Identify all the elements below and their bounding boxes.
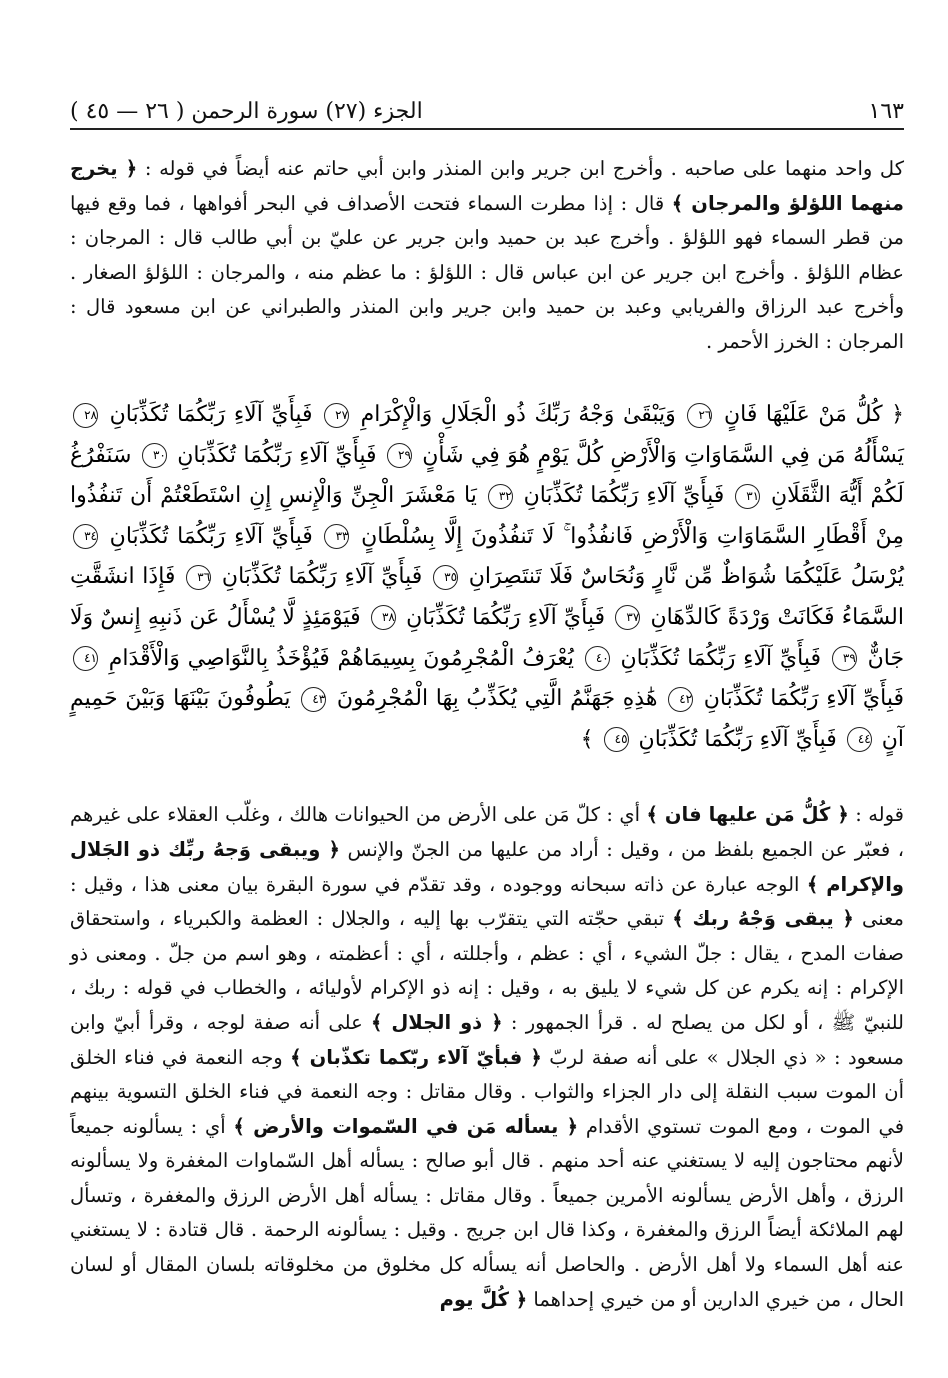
ayah-number-marker: ٣١ (735, 484, 760, 509)
quran-quote: ﴿ ذو الجلال ﴾ (371, 1010, 503, 1034)
verse-text: سَنَفْرُغُ لَكُمْ أَيُّهَ الثَّقَلَانِ (70, 442, 905, 509)
verse-text: يُعْرَفُ الْمُجْرِمُونَ بِسِيمَاهُمْ فَيُؤْخَذُ بِالنَّوَاصِي وَالْأَقْدَامِ (108, 645, 574, 671)
verse-text: فَبِأَيِّ آلَاءِ رَبِّكُمَا تُكَذِّبَانِ (109, 402, 313, 427)
verse-text: يَسْأَلُهُ مَن فِي السَّمَاوَاتِ وَالْأَرْضِ كُلَّ يَوْمٍ هُوَ فِي شَأْنٍ (422, 442, 905, 468)
ornate-bracket-open: ﴿ (891, 402, 905, 427)
quran-quote: ﴿ فبأيّ آلاء ربّكما تكذّبان ﴾ (290, 1045, 542, 1069)
verse-text: فَبِأَيِّ آلَاءِ رَبِّكُمَا تُكَذِّبَانِ (620, 645, 822, 671)
ayah-number-marker: ٤٥ (604, 727, 629, 752)
ayah-number-marker: ٣٥ (433, 565, 458, 590)
quran-quote: ﴿ كُلَّ يوم (439, 1287, 528, 1311)
header-divider (70, 128, 904, 130)
text-segment: أي : كلّ مَن على الأرض من الحيوانات هالك ، وغلّب العقلاء على غيرهم ، فعبّر عن الجميع بلفظ من ، وقيل : أراد من عليها من الجنّ والإنس (70, 803, 905, 861)
ayah-number-marker: ٤٠ (585, 646, 610, 671)
text-segment: تبقي حجّته التي يتقرّب بها إليه ، والجلال : العظمة والكبرياء ، واستحقاق صفات المدح ، يقال : جلّ الشيء ، أي : عظم ، وأجللته ، أي : أعظمته ، وهو اسم من جلّ . ومعنى ذو الإكرام : إنه يكرم عن كل شيء لا يليق به ، وقيل : إنه ذو الإكرام لأوليائه ، والخطاب في قوله : ربك ، للنبيّ ﷺ ، أو لكل من يصلح له . قرأ الجمهور : (70, 907, 904, 1034)
ornate-bracket-close: ﴾ (580, 726, 594, 752)
verse-text: فَبِأَيِّ آلَاءِ رَبِّكُمَا تُكَذِّبَانِ (221, 564, 423, 590)
text-segment: قوله : (855, 803, 904, 827)
verse-text: هَٰذِهِ جَهَنَّمُ الَّتِي يُكَذِّبُ بِهَا الْمُجْرِمُونَ (336, 686, 658, 712)
ayah-number-marker: ٤٢ (668, 687, 693, 712)
verse-text: فَبِأَيِّ آلَاءِ رَبِّكُمَا تُكَذِّبَانِ (406, 604, 606, 630)
ayah-number-marker: ٢٨ (73, 403, 98, 428)
quran-verses-block (70, 395, 904, 760)
ayah-number-marker: ٣٠ (142, 443, 167, 468)
quran-quote: ﴿ يبقى وَجْهُ ربك ﴾ (672, 907, 854, 931)
quran-quote: ﴿ يسأله مَن في السّموات والأرض ﴾ (233, 1114, 579, 1138)
ayah-number-marker: ٢٦ (687, 403, 712, 428)
verse-text: فَبِأَيِّ آلَاءِ رَبِّكُمَا تُكَذِّبَانِ (703, 686, 904, 712)
text-segment: على أنه صفة لوجه ، وقرأ أبيّ وابن مسعود : « ذي الجلال » على أنه صفة لربّ (70, 1010, 905, 1069)
verse-text: فَإِذَا انشَقَّتِ السَّمَاءُ فَكَانَتْ وَرْدَةً كَالدِّهَانِ (70, 564, 904, 630)
text-segment: كل واحد منهما على صاحبه . وأخرج ابن جرير وابن المنذر وابن أبي حاتم عنه أيضاً في قوله : (144, 157, 904, 180)
verse-text: فَبِأَيِّ آلَاءِ رَبِّكُمَا تُكَذِّبَانِ (177, 442, 377, 468)
verse-text: فَيَوْمَئِذٍ لَّا يُسْأَلُ عَن ذَنبِهِ إِنسٌ وَلَا جَانٌّ (70, 604, 905, 671)
page-header (70, 88, 904, 124)
ayah-number-marker: ٤٤ (847, 727, 872, 752)
ayah-number-marker: ٣٨ (371, 605, 396, 630)
page-number: ١٦٣ (868, 99, 904, 124)
verse-text: فَبِأَيِّ آلَاءِ رَبِّكُمَا تُكَذِّبَانِ (638, 726, 837, 752)
verse-text: كُلُّ مَنْ عَلَيْهَا فَانٍ (723, 402, 883, 427)
verse-text: وَيَبْقَىٰ وَجْهُ رَبِّكَ ذُو الْجَلَالِ وَالْإِكْرَامِ (360, 402, 676, 427)
verse-text: فَبِأَيِّ آلَاءِ رَبِّكُمَا تُكَذِّبَانِ (523, 483, 725, 509)
book-page (70, 88, 904, 1317)
verse-text: يَا مَعْشَرَ الْجِنِّ وَالْإِنسِ إِنِ اسْتَطَعْتُمْ أَن تَنفُذُوا مِنْ أَقْطَارِ السَّمَاوَاتِ وَالْأَرْضِ فَانفُذُوا ۚ لَا تَنفُذُونَ إِلَّا بِسُلْطَانٍ (70, 483, 904, 549)
text-segment: الوجه عبارة عن ذاته سبحانه ووجوده ، وقد تقدّم في سورة البقرة بيان معنى هذا ، وقيل : معنى (70, 872, 905, 931)
ayah-number-marker: ٤١ (73, 646, 98, 671)
commentary-paragraph-2 (70, 798, 904, 1317)
ayah-number-marker: ٢٧ (324, 403, 349, 428)
running-title: الجزء (٢٧) سورة الرحمن ( ٢٦ — ٤٥ ) (70, 99, 423, 124)
quran-quote: ﴿ ويبقى وَجهُ ربِّك ذو الجَلال والإكرام ﴾ (70, 837, 904, 896)
ayah-number-marker: ٣٩ (832, 646, 857, 671)
ayah-number-marker: ٣٦ (186, 565, 211, 590)
text-segment: وجه النعمة في فناء الخلق أن الموت سبب النقلة إلى دار الجزاء والثواب . وقال مقاتل : وجه النعمة في فناء الخلق التسوية بينهم في الموت ، ومع الموت تستوي الأقدام (70, 1045, 905, 1138)
verse-text: يَطُوفُونَ بَيْنَهَا وَبَيْنَ حَمِيمٍ آنٍ (70, 686, 904, 752)
ayah-number-marker: ٣٧ (615, 605, 640, 630)
text-segment: قال : إذا مطرت السماء فتحت الأصداف في البحر أفواهها ، فما وقع فيها من قطر السماء فهو اللؤلؤ . وأخرج عبد بن حميد وابن جرير عن عليّ بن أبي طالب قال : المرجان : عظام اللؤلؤ . وأخرج ابن جرير عن ابن عباس قال : اللؤلؤ : ما عظم منه ، والمرجان : اللؤلؤ الصغار . وأخرج عبد الرزاق والفريابي وعبد بن حميد وابن جرير وابن المنذر والطبراني عن ابن مسعود قال : المرجان : الخرز الأحمر . (70, 191, 904, 353)
ayah-number-marker: ٢٩ (387, 443, 412, 468)
ayah-number-marker: ٣٤ (73, 524, 98, 549)
ayah-number-marker: ٤٣ (301, 687, 326, 712)
commentary-paragraph-1 (70, 152, 904, 359)
text-segment: أي : يسألونه جميعاً لأنهم محتاجون إليه لا يستغني عنه أحد منهم . قال أبو صالح : يسأله أهل السّماوات المغفرة ولا يسألونه الرزق ، وأهل الأرض يسألونه الأمرين جميعاً . وقال مقاتل : يسأله أهل الأرض الرزق والمغفرة ، وتسأل لهم الملائكة أيضاً الرزق والمغفرة ، وكذا قال ابن جريج . وقيل : يسألونه الرحمة . قال قتادة : لا يستغني عنه أهل السماء ولا أهل الأرض . والحاصل أنه يسأله كل مخلوق من مخلوقاته بلسان المقال أو لسان الحال ، من خيري الدارين أو من خيري إحداهما (70, 1114, 904, 1311)
quran-quote: ﴿ كُلُّ مَن عليها فان ﴾ (646, 803, 849, 827)
ayah-number-marker: ٣٢ (488, 484, 513, 509)
verse-text: فَبِأَيِّ آلَاءِ رَبِّكُمَا تُكَذِّبَانِ (109, 523, 313, 549)
verse-text: يُرْسَلُ عَلَيْكُمَا شُوَاظٌ مِّن نَّارٍ وَنُحَاسٌ فَلَا تَنتَصِرَانِ (468, 564, 905, 590)
ayah-number-marker: ٣٣ (324, 524, 349, 549)
quran-quote: ﴿ يخرج منهما اللؤلؤ والمرجان ﴾ (70, 157, 904, 215)
